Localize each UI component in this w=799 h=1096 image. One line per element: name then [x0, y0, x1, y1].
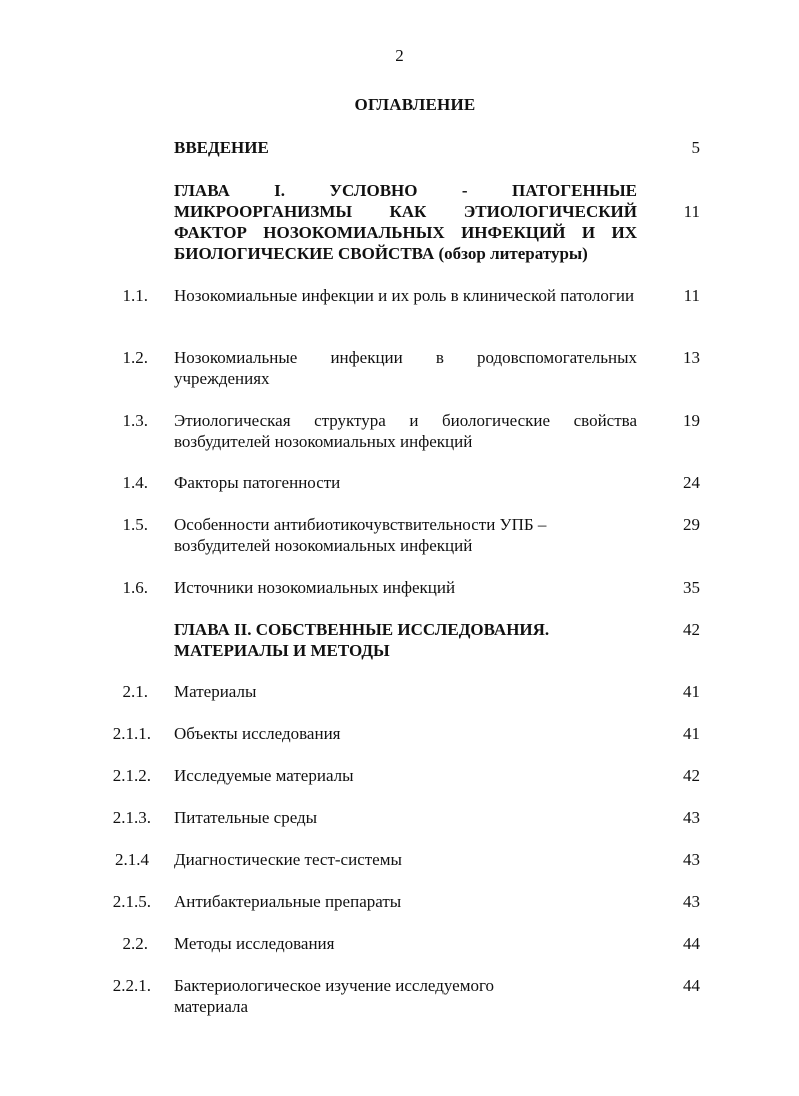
toc-entry-text: Факторы патогенности	[174, 473, 341, 492]
toc-entry-number: 2.1.	[122, 682, 148, 701]
toc-entry-page: 44	[683, 976, 700, 995]
toc-entry-page: 43	[683, 892, 700, 911]
chapter-1-heading: ГЛАВА I. УСЛОВНО - ПАТОГЕННЫЕ МИКРООРГАНИЗМЫ КАК ЭТИОЛОГИЧЕСКИЙ ФАКТОР НОЗОКОМИАЛЬНЫХ ИНФЕКЦИЙ И ИХ БИОЛОГИЧЕСКИЕ СВОЙСТВА	[174, 181, 637, 263]
toc-entry-page: 11	[683, 286, 700, 305]
toc-entry-text: Этиологическая структура и биологические свойства возбудителей нозокомиальных инфекций	[174, 411, 637, 451]
toc-entry-2-2-1	[0, 975, 799, 1045]
toc-entry-page: 42	[683, 620, 700, 639]
toc-entry-page: 24	[683, 473, 700, 492]
toc-entry-page: 11	[683, 202, 700, 221]
toc-entry-number: 1.6.	[122, 578, 148, 597]
toc-entry-number: 2.1.5.	[112, 892, 151, 911]
toc-entry-text: Материалы	[174, 682, 257, 701]
toc-entry-page: 19	[683, 411, 700, 430]
toc-entry-page: 5	[691, 138, 700, 157]
toc-entry-number: 1.3.	[122, 411, 148, 430]
toc-entry-page: 13	[683, 348, 700, 367]
toc-entry-1-3	[0, 410, 799, 480]
toc-entry-text: Нозокомиальные инфекции в родовспомогательных учреждениях	[174, 348, 637, 388]
toc-entry-number: 2.1.3.	[112, 808, 151, 827]
toc-entry-page: 43	[683, 808, 700, 827]
toc-entry-chapter-1	[0, 180, 799, 270]
toc-entry-number: 1.4.	[122, 473, 148, 492]
toc-entry-text: Особенности антибиотикочувствительности УПБ – возбудителей нозокомиальных инфекций	[174, 515, 547, 555]
toc-entry-page: 41	[683, 682, 700, 701]
toc-entry-text: ГЛАВА II. СОБСТВЕННЫЕ ИССЛЕДОВАНИЯ. МАТЕРИАЛЫ И МЕТОДЫ	[174, 620, 550, 660]
toc-entry-text: Объекты исследования	[174, 724, 341, 743]
toc-entry-text: Бактериологическое изучение исследуемого материала	[174, 976, 495, 1016]
toc-entry-text: Методы исследования	[174, 934, 335, 953]
toc-entry-text	[174, 180, 637, 264]
toc-entry-number: 1.2.	[122, 348, 148, 367]
toc-entry-page: 35	[683, 578, 700, 597]
toc-entry-chapter-2	[0, 619, 799, 689]
toc-entry-number: 2.1.2.	[112, 766, 151, 785]
toc-entry-number: 2.1.1.	[112, 724, 151, 743]
toc-entry-text: Нозокомиальные инфекции и их роль в клинической патологии	[174, 286, 635, 305]
toc-entry-number: 2.1.4	[115, 850, 149, 869]
toc-entry-number: 1.5.	[122, 515, 148, 534]
toc-entry-page: 42	[683, 766, 700, 785]
toc-entry-1-1	[0, 285, 799, 355]
toc-entry-text: Диагностические тест-системы	[174, 850, 402, 869]
toc-entry-number: 2.2.	[122, 934, 148, 953]
page-number: 2	[395, 46, 404, 65]
toc-entry-text: Источники нозокомиальных инфекций	[174, 578, 456, 597]
chapter-1-suffix: (обзор литературы)	[434, 244, 588, 263]
toc-entry-text: ВВЕДЕНИЕ	[174, 138, 269, 157]
toc-entry-page: 41	[683, 724, 700, 743]
toc-title: ОГЛАВЛЕНИЕ	[354, 95, 476, 114]
toc-entry-page: 43	[683, 850, 700, 869]
toc-entry-1-2	[0, 347, 799, 417]
toc-entry-page: 44	[683, 934, 700, 953]
toc-entry-number: 1.1.	[122, 286, 148, 305]
toc-entry-text: Исследуемые материалы	[174, 766, 354, 785]
toc-entry-1-5	[0, 514, 799, 584]
toc-entry-text: Питательные среды	[174, 808, 318, 827]
toc-entry-page: 29	[683, 515, 700, 534]
toc-entry-text: Антибактериальные препараты	[174, 892, 402, 911]
toc-entry-number: 2.2.1.	[112, 976, 151, 995]
